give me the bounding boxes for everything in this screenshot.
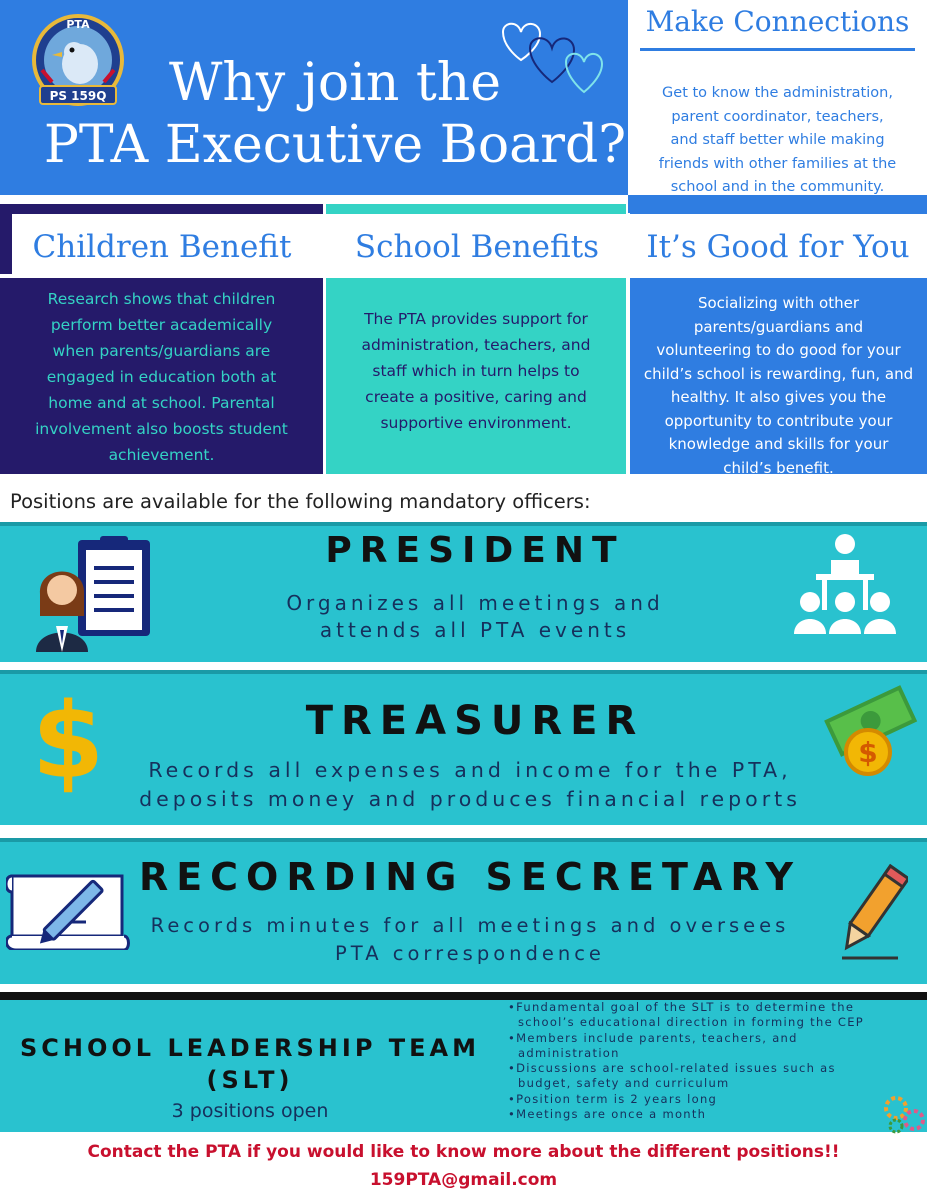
money-coin-icon [818,680,918,780]
good-for-you-heading: It’s Good for You [646,229,910,265]
president-title: PRESIDENT [325,530,625,571]
treasurer-duty [120,756,820,814]
connections-text [640,82,915,200]
slt-positions-open: 3 positions open [171,1100,329,1122]
slt-title-line: (SLT) [206,1066,294,1094]
president-duty [180,590,770,644]
contact-email[interactable]: 159PTA@gmail.com [369,1170,558,1190]
positions-intro: Positions are available for the following mandatory officers: [10,490,591,513]
hearts-icon [478,12,618,102]
benefit-line: perform better academically [50,316,273,334]
list-item: • Fundamental goal of the SLT is to determine the [508,1000,918,1015]
duty-line: PTA correspondence [335,942,605,965]
children-benefit-heading: Children Benefit [32,229,292,265]
benefit-line: when parents/guardians are [52,342,271,360]
good-for-you-text [630,278,927,477]
businesswoman-clipboard-icon [30,534,160,652]
teacher-classroom-icon [790,534,900,642]
connections-heading: Make Connections [645,5,910,38]
benefit-line: administration, teachers, and [361,336,591,354]
connections-divider [640,48,915,51]
svg-text:PS 159Q: PS 159Q [49,89,107,103]
benefit-line: home and at school. Parental [48,394,275,412]
list-item: budget, safety and curriculum [518,1076,730,1091]
school-benefits-heading: School Benefits [354,229,600,265]
title-line-1: Why join the [168,53,502,113]
treasurer-title: TREASURER [305,698,645,744]
benefit-line: opportunity to contribute your [664,411,893,430]
benefit-line: volunteering to do good for your [656,341,901,359]
connections-line: friends with other families at the [658,155,897,172]
connections-line: parent coordinator, teachers, [671,108,884,125]
benefit-line: parents/guardians and [693,317,864,336]
list-item: • Meetings are once a month [508,1107,918,1122]
pencil-icon [838,860,908,960]
connections-line: school and in the community. [670,179,885,195]
recording-secretary-title: RECORDING SECRETARY [138,855,802,899]
slt-title-line: SCHOOL LEADERSHIP TEAM [20,1034,480,1062]
list-item: school’s educational direction in forming the CEP [518,1015,865,1030]
benefit-line: engaged in education both at [46,368,277,386]
children-benefit-text [0,278,323,474]
list-item: • Discussions are school-related issues such as [508,1061,918,1076]
connections-line: Get to know the administration, [662,85,893,101]
school-benefits-text [326,278,626,474]
duty-line: attends all PTA events [319,618,631,642]
title-line-2: PTA Executive Board? [43,115,627,175]
connections-line: and staff better while making [670,132,885,148]
benefit-line: Socializing with other [697,294,860,312]
list-item: • Members include parents, teachers, and [508,1031,918,1046]
benefit-line: child’s school is rewarding, fun, and [643,364,914,383]
duty-line: Records minutes for all meetings and oversees [150,914,790,937]
duty-line: deposits money and produces financial reports [139,787,801,811]
benefit-line: supportive environment. [380,414,572,432]
benefit-line: staff which in turn helps to [372,362,580,380]
slt-bullet-list [508,1000,918,1122]
duty-line: Organizes all meetings and [286,591,664,615]
slt-title [10,1032,490,1096]
svg-text:PTA: PTA [66,18,90,31]
svg-text:$: $ [858,736,878,769]
contact-message: Contact the PTA if you would like to know more about the different positions!! [87,1142,840,1162]
benefit-line: achievement. [108,446,215,464]
benefit-line: create a positive, caring and [365,388,587,406]
recording-secretary-duty [110,912,830,968]
benefit-line: involvement also boosts student [35,420,288,438]
benefit-line: healthy. It also gives you the [670,388,887,406]
list-item: administration [518,1045,620,1060]
benefit-line: The PTA provides support for [364,310,588,328]
dollar-sign-icon: $ [31,680,105,802]
gears-icon [882,1094,927,1134]
benefit-line: knowledge and skills for your [668,435,889,453]
duty-line: Records all expenses and income for the PTA, [148,758,792,782]
list-item: • Position term is 2 years long [508,1092,918,1107]
benefit-line: child’s benefit. [723,458,834,477]
benefit-line: Research shows that children [47,290,276,308]
